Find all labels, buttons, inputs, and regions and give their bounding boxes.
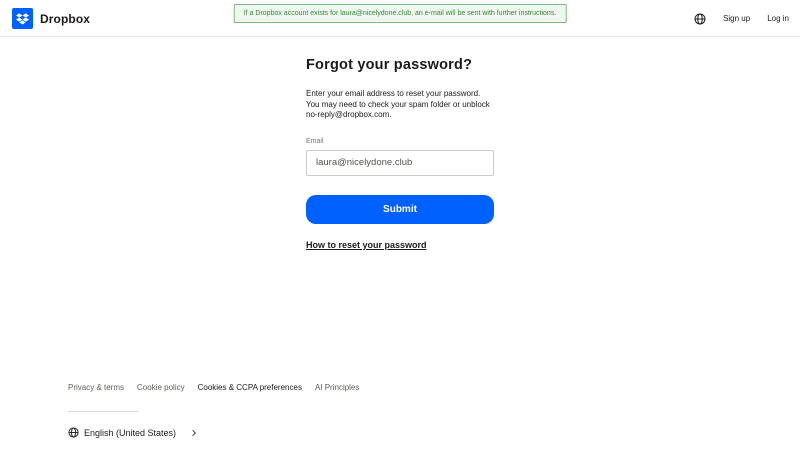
globe-icon[interactable] bbox=[694, 13, 706, 25]
cookie-policy-link[interactable]: Cookie policy bbox=[137, 383, 185, 392]
submit-button[interactable]: Submit bbox=[306, 195, 494, 224]
brand-wordmark: Dropbox bbox=[40, 11, 91, 26]
forgot-password-form bbox=[306, 57, 494, 253]
ccpa-preferences-link[interactable]: Cookies & CCPA preferences bbox=[197, 383, 302, 392]
header-nav bbox=[694, 0, 789, 37]
reset-help-link[interactable]: How to reset your password bbox=[306, 239, 427, 250]
description-line: no-reply@dropbox.com. bbox=[306, 110, 392, 120]
ai-principles-link[interactable]: AI Principles bbox=[314, 383, 360, 392]
description-line: You may need to check your spam folder or unblock bbox=[306, 99, 490, 109]
chevron-right-icon bbox=[190, 429, 198, 437]
email-field[interactable] bbox=[306, 150, 494, 176]
top-bar bbox=[0, 0, 800, 37]
email-label: Email bbox=[306, 137, 324, 145]
globe-icon bbox=[68, 427, 79, 438]
description-text bbox=[306, 89, 494, 121]
privacy-terms-link[interactable]: Privacy & terms bbox=[68, 383, 125, 392]
description-line: Enter your email address to reset your password. bbox=[306, 89, 481, 98]
footer-divider bbox=[68, 411, 139, 412]
dropbox-logo-icon bbox=[12, 8, 33, 29]
sign-up-link[interactable]: Sign up bbox=[723, 14, 751, 23]
language-selector[interactable] bbox=[68, 427, 198, 438]
status-banner: If a Dropbox account exists for laura@nicelydone.club, an e-mail will be sent with further instructions. bbox=[234, 4, 567, 23]
footer-links bbox=[68, 383, 359, 392]
page-title: Forgot your password? bbox=[306, 57, 473, 73]
log-in-link[interactable]: Log in bbox=[767, 14, 789, 23]
language-label: English (United States) bbox=[84, 427, 177, 438]
dropbox-logo[interactable] bbox=[12, 0, 90, 37]
